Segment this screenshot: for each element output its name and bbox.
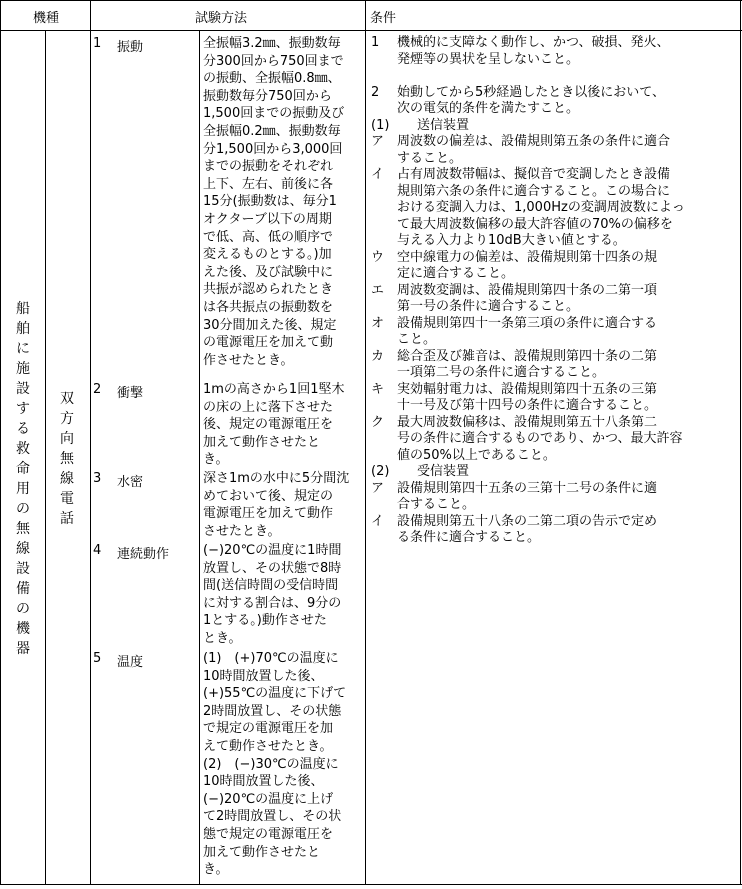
condition-line — [371, 514, 737, 531]
description-line: 1mの高さから1回1堅木 — [203, 382, 345, 397]
condition-line — [371, 431, 737, 448]
description-line: の電源電圧を加えて動 — [203, 335, 334, 351]
condition-text: 最大周波数偏移は、設備規則第五十八条第二 — [397, 414, 658, 430]
condition-line — [371, 530, 737, 547]
test-description — [203, 542, 366, 648]
condition-text: 与える入力より10dB大きい値とする。 — [397, 233, 626, 248]
conditions-text — [371, 35, 737, 547]
condition-line — [371, 464, 737, 481]
condition-marker: (2) — [371, 464, 390, 479]
description-line: の振動、全振幅0.8㎜、 — [203, 71, 341, 87]
description-line: て2時間放置し、その状 — [203, 809, 342, 825]
description-line: までの振動をそれぞれ — [203, 159, 334, 175]
description-line: 上下、左右、前後に各 — [203, 176, 334, 192]
category-sub-label: 双方向無線電話 — [60, 391, 74, 527]
condition-line — [371, 398, 737, 415]
condition-marker: 1 — [371, 35, 380, 50]
table-border-right — [740, 0, 741, 885]
description-line: 1とする。)動作させた — [203, 613, 327, 629]
condition-line — [371, 266, 737, 283]
description-line: 加えて動作させたと — [203, 434, 321, 450]
description-line: 変えるものとする。)加 — [203, 247, 332, 263]
description-line: 分300回から750回まで — [203, 53, 344, 69]
condition-text: おける変調入力は、1,000Hzの変調周波数によっ — [397, 200, 685, 215]
condition-text: 発煙等の異状を呈しないこと。 — [397, 51, 580, 67]
condition-line — [371, 481, 737, 498]
description-line: 2時間放置し、その状態 — [203, 703, 342, 719]
header-divider — [0, 30, 742, 31]
test-name: 水密 — [117, 475, 144, 490]
condition-marker: エ — [371, 282, 385, 298]
condition-marker: ア — [371, 480, 385, 496]
condition-text: 一項第二号の条件に適合すること。 — [397, 365, 606, 380]
condition-marker: (1) — [371, 117, 390, 133]
description-line: 作させたとき。 — [203, 352, 294, 368]
condition-text: 周波数変調は、設備規則第四十条の二第一項 — [397, 282, 658, 298]
test-description — [203, 381, 366, 469]
condition-text: る条件に適合すること。 — [397, 530, 541, 545]
condition-line — [371, 250, 737, 267]
description-line: 30分間加えた後、規定 — [203, 317, 337, 333]
condition-line — [371, 151, 737, 168]
condition-text: すること。 — [397, 150, 463, 166]
description-line: 全振幅0.2㎜、振動数毎 — [203, 123, 341, 139]
condition-line — [371, 365, 737, 382]
description-line: 10時間放置した後、 — [203, 668, 324, 684]
condition-text: 占有周波数帯幅は、擬似音で変調したとき設備 — [397, 167, 671, 182]
col-divider-model — [90, 0, 91, 885]
description-line: えた後、及び試験中に — [203, 264, 334, 280]
condition-text: 設備規則第四十一条第三項の条件に適合する — [397, 315, 658, 331]
description-line: とき。 — [203, 630, 242, 646]
description-line: 態で規定の電源電圧を — [203, 826, 334, 842]
test-description — [203, 650, 366, 879]
condition-marker: キ — [371, 381, 385, 397]
condition-line — [371, 283, 737, 300]
description-line: (+)55℃の温度に下げて — [203, 686, 347, 702]
description-line: は各共振点の振動数を — [203, 299, 334, 315]
condition-marker: ク — [371, 414, 385, 430]
test-number: 1 — [93, 36, 102, 51]
description-line: めておいて後、規定の — [203, 488, 334, 504]
description-line: 1,500回までの振動及び — [203, 106, 345, 122]
test-description — [203, 35, 366, 369]
description-line: 電源電圧を加えて動作 — [203, 506, 334, 522]
description-line: 放置し、その状態で8時 — [203, 560, 342, 576]
condition-line — [371, 332, 737, 349]
description-line: 共振が認められたとき — [203, 282, 334, 298]
condition-line — [371, 52, 737, 69]
condition-line — [371, 497, 737, 514]
description-line: (2) (−)30℃の温度に — [203, 756, 339, 772]
condition-line — [371, 299, 737, 316]
table-border-top — [0, 0, 742, 1]
condition-marker: ア — [371, 134, 385, 149]
condition-marker: イ — [371, 167, 385, 182]
condition-line — [371, 200, 737, 217]
condition-marker: 2 — [371, 84, 380, 100]
condition-line — [371, 68, 737, 85]
category-main-label: 船舶に施設する救命用の無線設備の機器 — [16, 301, 30, 657]
condition-text: 空中線電力の偏差は、設備規則第十四条の規 — [397, 249, 658, 265]
test-name: 連続動作 — [117, 547, 170, 562]
condition-line — [371, 349, 737, 366]
test-name: 温度 — [117, 655, 144, 670]
condition-text: 規則第六条の条件に適合すること。この場合に — [397, 183, 671, 199]
description-line: 10時間放置した後、 — [203, 774, 324, 790]
condition-text: 実効輻射電力は、設備規則第四十五条の三第 — [397, 381, 658, 397]
condition-text: 値の50%以上であること。 — [397, 447, 556, 463]
condition-line — [371, 233, 737, 250]
test-number: 4 — [93, 543, 102, 558]
condition-line — [371, 448, 737, 465]
condition-text: 周波数の偏差は、設備規則第五条の条件に適合 — [397, 134, 671, 149]
description-line: で低、高、低の順序で — [203, 229, 334, 245]
condition-text: 合すること。 — [397, 497, 476, 512]
description-line: 加えて動作させたと — [203, 844, 321, 860]
condition-text: 始動してから5秒経過したとき以後において、 — [397, 84, 666, 100]
description-line: 分1,500回から3,000回 — [203, 141, 343, 157]
description-line: の床の上に落下させた — [203, 399, 334, 415]
condition-line — [371, 118, 737, 135]
condition-text: 送信装置 — [417, 117, 470, 133]
condition-text: 設備規則第四十五条の三第十二号の条件に適 — [397, 480, 658, 496]
header-model-type: 機種 — [33, 11, 60, 26]
description-line: オクターブ以下の周期 — [203, 211, 332, 227]
condition-line — [371, 217, 737, 234]
condition-line — [371, 134, 737, 151]
condition-line — [371, 101, 737, 118]
header-conditions: 条件 — [370, 11, 397, 26]
condition-line — [371, 382, 737, 399]
test-number: 2 — [93, 382, 102, 397]
description-line: き。 — [203, 452, 229, 468]
condition-text: 次の電気的条件を満たすこと。 — [397, 101, 580, 116]
description-line: き。 — [203, 862, 229, 878]
table-border-bottom — [0, 884, 742, 885]
condition-marker: イ — [371, 513, 385, 529]
description-line: で規定の電源電圧を加 — [203, 721, 334, 737]
condition-marker: オ — [371, 315, 385, 331]
description-line: 振動数毎分750回から — [203, 88, 332, 104]
table-border-left — [0, 0, 1, 885]
condition-line — [371, 85, 737, 102]
condition-marker: カ — [371, 348, 385, 364]
description-line: 15分(振動数は、毎分1 — [203, 194, 337, 210]
condition-text: 総合歪及び雑音は、設備規則第四十条の二第 — [397, 348, 658, 364]
condition-text: こと。 — [397, 332, 437, 347]
condition-marker: ウ — [371, 249, 385, 265]
condition-line — [371, 415, 737, 432]
description-line: えて動作させたとき。 — [203, 738, 333, 754]
condition-text: 十一号及び第十四号の条件に適合すること。 — [397, 398, 658, 413]
description-line: 全振幅3.2㎜、振動数毎 — [203, 36, 341, 51]
test-number: 5 — [93, 651, 102, 666]
condition-text: て最大周波数偏移の最大許容値の70%の偏移を — [397, 216, 673, 232]
description-line: 後、規定の電源電圧を — [203, 417, 334, 433]
col-divider-model-sub — [45, 30, 46, 885]
test-name: 振動 — [117, 40, 144, 55]
col-divider-method-sub — [199, 30, 200, 885]
description-line: 深さ1mの水中に5分間沈 — [203, 471, 350, 486]
condition-text: 号の条件に適合するものであり、かつ、最大許容 — [397, 431, 683, 446]
description-line: (−)20℃の温度に1時間 — [203, 543, 342, 558]
condition-text: 第一号の条件に適合すること。 — [397, 299, 580, 314]
description-line: (−)20℃の温度に上げ — [203, 791, 334, 807]
test-description — [203, 470, 366, 540]
test-number: 3 — [93, 471, 102, 486]
description-line: に対する割合は、9分の — [203, 595, 342, 611]
condition-line — [371, 35, 737, 52]
description-line: (1) (+)70℃の温度に — [203, 651, 339, 666]
header-test-method: 試験方法 — [195, 11, 248, 26]
description-line: 間(送信時間の受信時間 — [203, 578, 339, 594]
condition-line — [371, 316, 737, 333]
test-name: 衝撃 — [117, 386, 144, 401]
condition-text: 設備規則第五十八条の二第二項の告示で定め — [397, 513, 658, 529]
description-line: させたとき。 — [203, 523, 281, 539]
condition-line — [371, 184, 737, 201]
condition-line — [371, 167, 737, 184]
condition-text: 機械的に支障なく動作し、かつ、破損、発火、 — [397, 35, 670, 50]
condition-text: 定に適合すること。 — [397, 266, 515, 281]
condition-text: 受信装置 — [417, 464, 470, 479]
